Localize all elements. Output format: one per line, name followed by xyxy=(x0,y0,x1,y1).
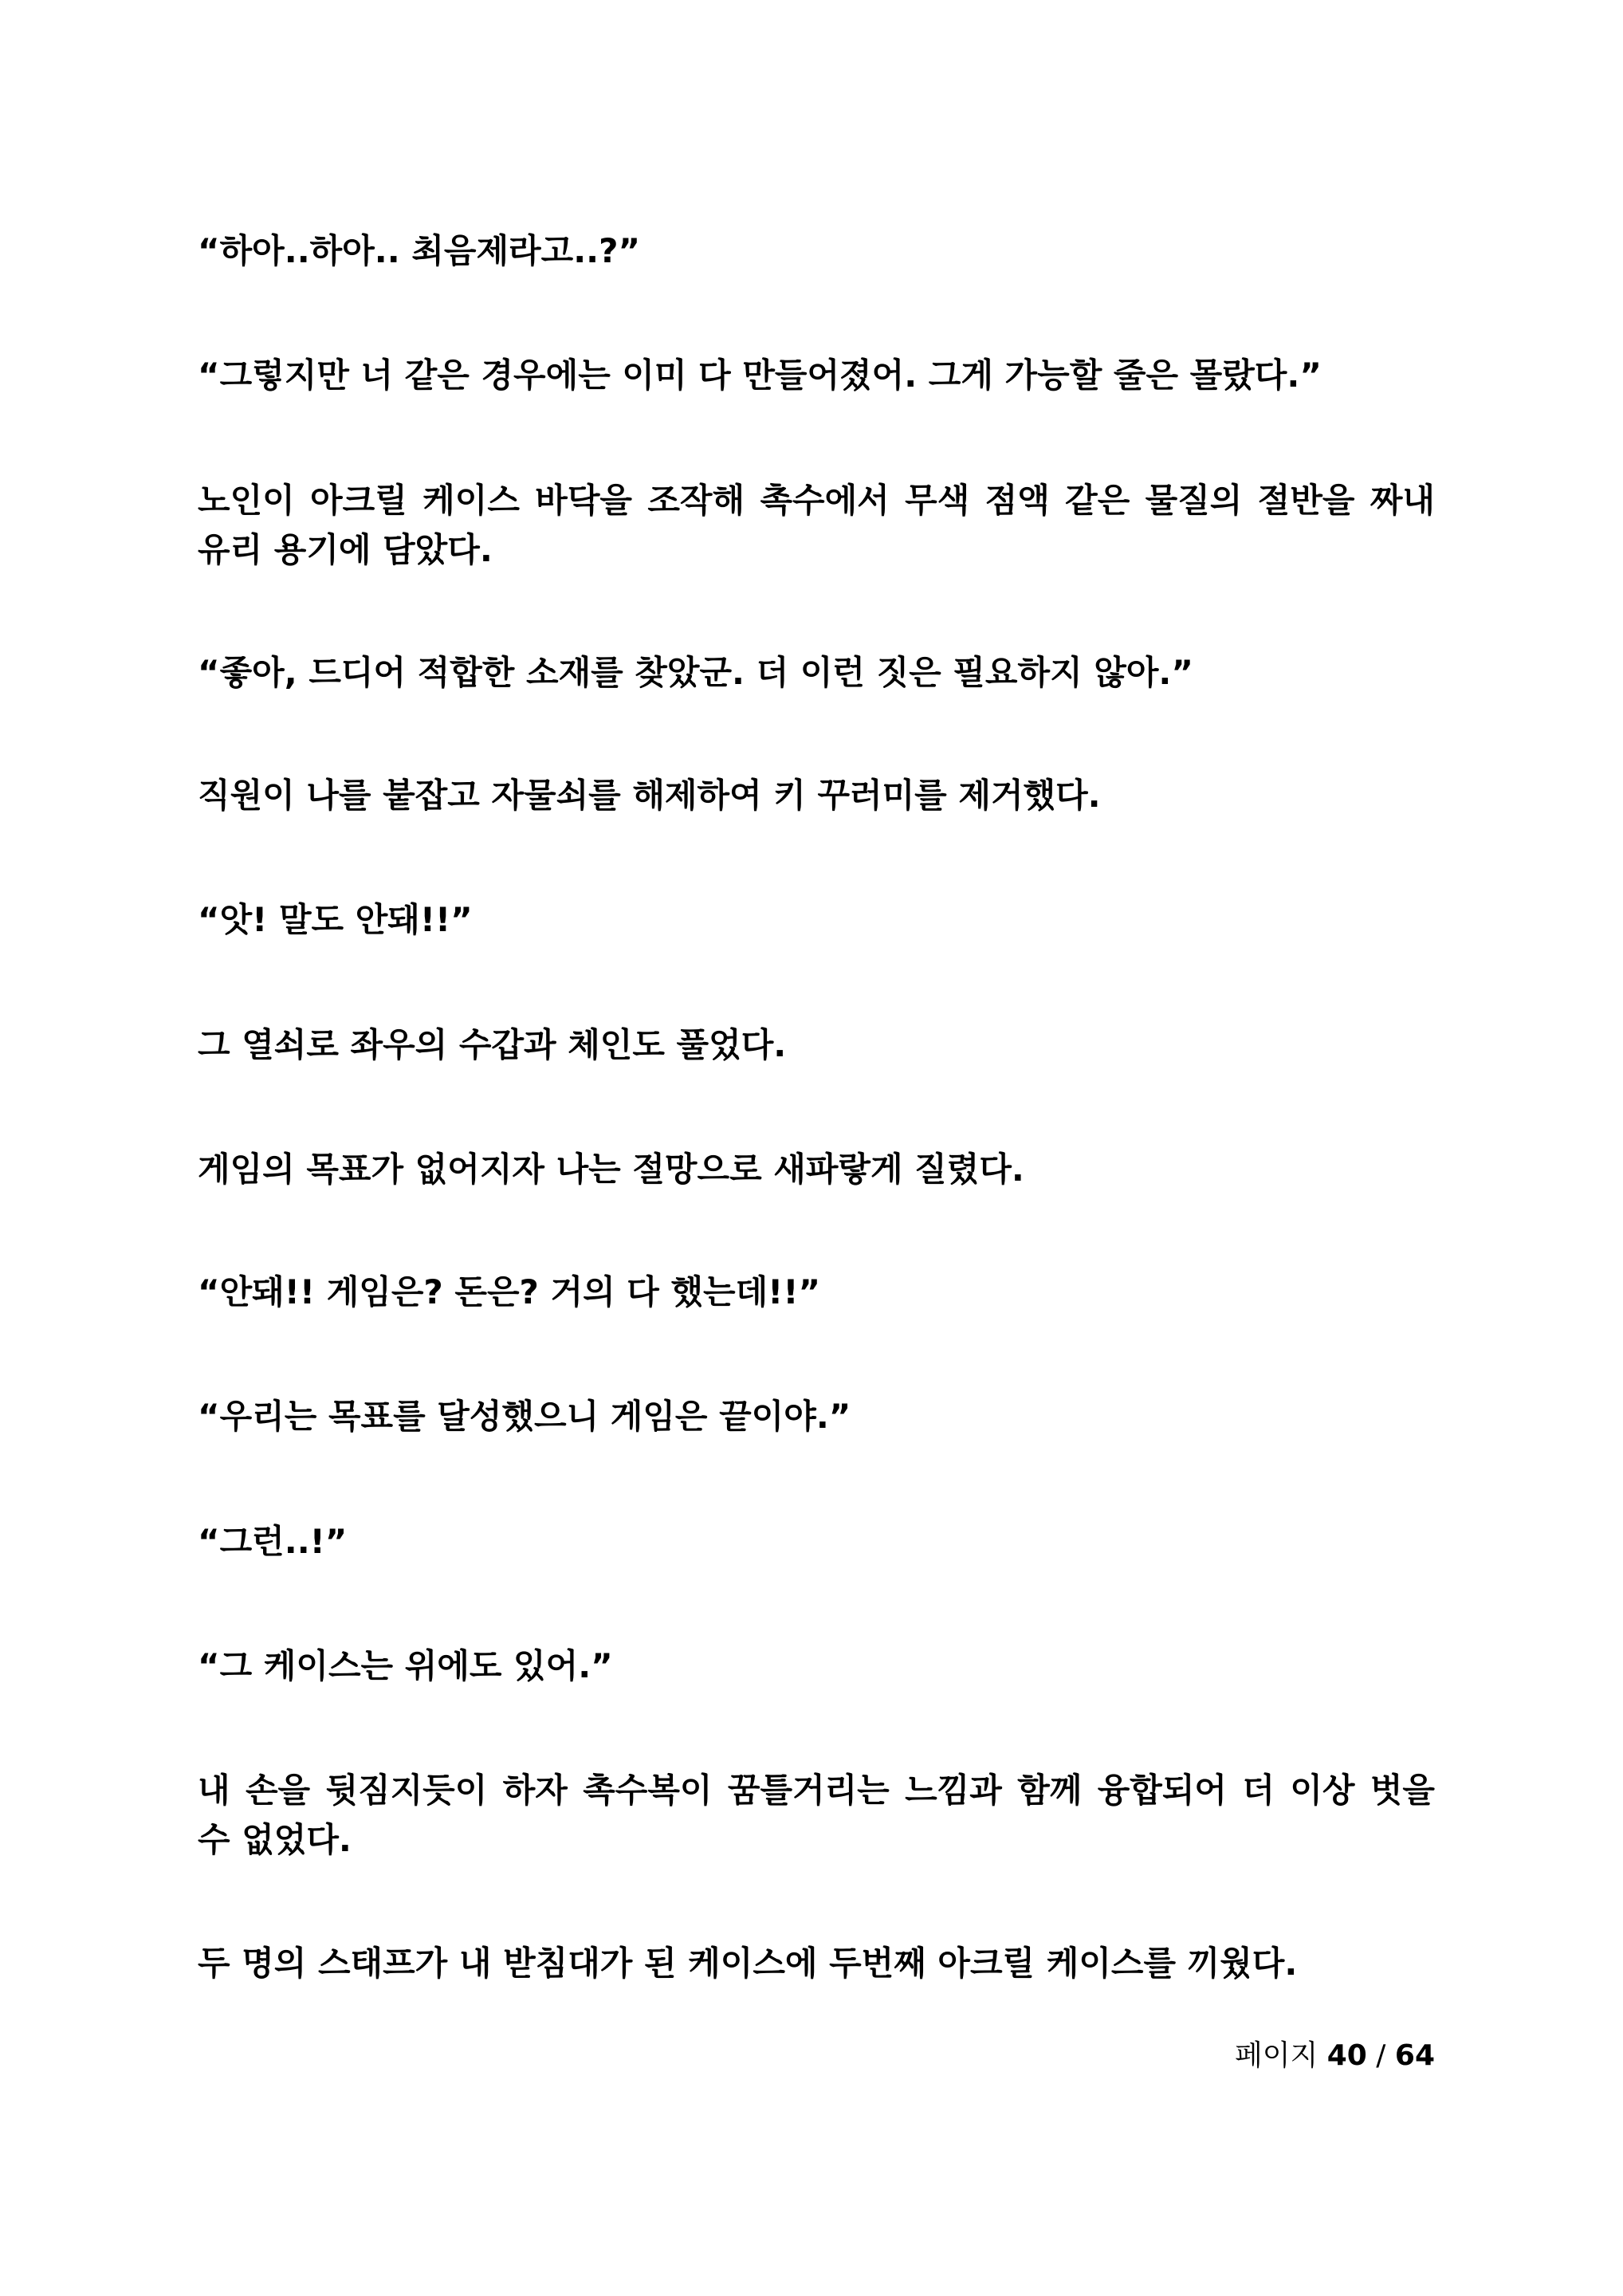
paragraph-8: 게임의 목표가 없어지자 나는 절망으로 새파랗게 질렸다. xyxy=(198,1150,1024,1189)
paragraph-5: 직원이 나를 붙잡고 자물쇠를 해제하여 키 꾸러미를 제거했다. xyxy=(198,776,1101,815)
paragraph-2: “그렇지만 너 같은 경우에는 이미 다 만들어졌어. 그게 가능할 줄은 몰랐다.” xyxy=(198,356,1322,395)
paragraph-4: “좋아, 드디어 적합한 소재를 찾았군. 더 이런 짓은 필요하지 않아.” xyxy=(198,653,1193,692)
page-number-footer xyxy=(1235,2037,1435,2075)
paragraph-13: 내 손을 뒷짐지듯이 하자 촉수복이 꿈틀거리는 느낌과 함께 융합되어 더 이상 벗을 수 없었다. xyxy=(198,1771,1447,1859)
page-label: 페이지 xyxy=(1234,2039,1318,2072)
paragraph-10: “우리는 목표를 달성했으니 게임은 끝이야.” xyxy=(198,1397,851,1436)
paragraph-3: 노인이 아크릴 케이스 바닥을 조작해 촉수에서 무색 점액 같은 물질의 절반을 짜내 유리 용기에 담았다. xyxy=(198,481,1447,569)
current-page-number: 40 xyxy=(1326,2039,1367,2072)
paragraph-6: “앗! 말도 안돼!!” xyxy=(198,900,473,939)
page-separator: / xyxy=(1376,2039,1386,2072)
paragraph-12: “그 케이스는 위에도 있어.” xyxy=(198,1646,613,1685)
paragraph-14: 두 명의 스태프가 내 받침대가 된 케이스에 두번째 아크릴 케이스를 끼웠다. xyxy=(198,1944,1298,1983)
paragraph-7: 그 열쇠로 좌우의 수갑과 체인도 풀었다. xyxy=(198,1025,787,1064)
paragraph-1: “하아..하아.. 최음제라고..?” xyxy=(198,231,641,270)
paragraph-9: “안돼!! 게임은? 돈은? 거의 다 했는데!!” xyxy=(198,1272,821,1311)
total-page-number: 64 xyxy=(1394,2039,1435,2072)
paragraph-11: “그런..!” xyxy=(198,1522,348,1561)
